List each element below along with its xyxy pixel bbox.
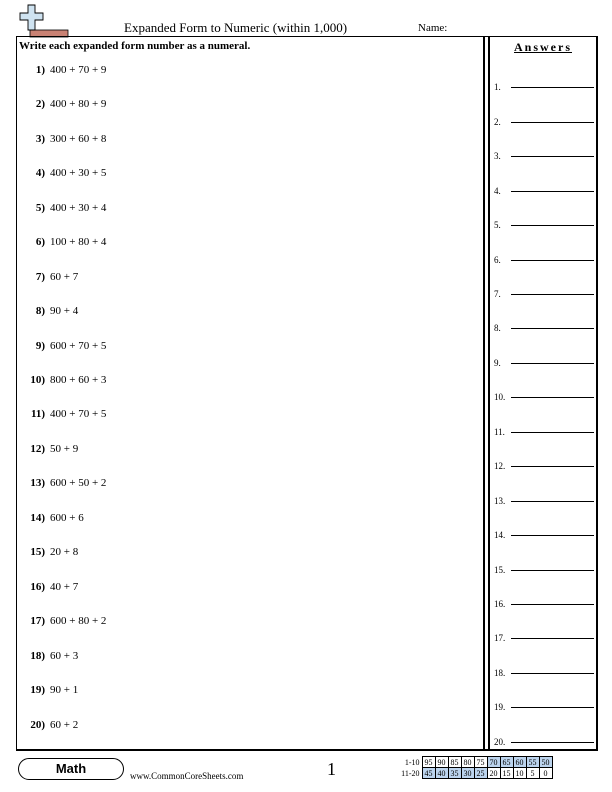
answer-blank[interactable] [511, 156, 594, 157]
answer-blank[interactable] [511, 328, 594, 329]
problem-item [20, 581, 78, 597]
score-cell: 85 [448, 757, 461, 768]
answer-label: 1. [494, 82, 501, 92]
problem-expression: 60 + 3 [50, 650, 79, 662]
answer-row [494, 214, 594, 230]
instructions: Write each expanded form number as a numeral. [19, 40, 251, 52]
bottom-rule [16, 749, 598, 751]
answer-blank[interactable] [511, 397, 594, 398]
answer-blank[interactable] [511, 742, 594, 743]
problem-number: 10) [30, 374, 45, 386]
answer-row [494, 111, 594, 127]
problem-item [20, 408, 106, 424]
problem-number: 11) [30, 408, 45, 420]
problem-number: 2) [35, 98, 45, 110]
problem-item [20, 719, 78, 735]
problem-expression: 100 + 80 + 4 [50, 236, 107, 248]
problem-number: 16) [30, 581, 45, 593]
problem-item [20, 305, 78, 321]
score-cell: 0 [539, 768, 552, 779]
problem-expression: 600 + 6 [50, 512, 84, 524]
score-cell: 35 [448, 768, 461, 779]
score-table [392, 756, 553, 779]
answer-blank[interactable] [511, 87, 594, 88]
problem-number: 13) [30, 477, 45, 489]
answer-label: 3. [494, 151, 501, 161]
answer-label: 9. [494, 358, 501, 368]
problem-expression: 90 + 4 [50, 305, 79, 317]
header-rule [16, 36, 598, 37]
worksheet-title: Expanded Form to Numeric (within 1,000) [124, 20, 348, 35]
problem-expression: 300 + 60 + 8 [50, 133, 107, 145]
plus-sign-logo-icon [18, 4, 70, 38]
answer-row [494, 352, 594, 368]
answer-label: 13. [494, 496, 506, 506]
problem-expression: 400 + 30 + 4 [50, 202, 107, 214]
answer-blank[interactable] [511, 501, 594, 502]
frame-left-border [16, 36, 17, 750]
answer-label: 19. [494, 702, 506, 712]
problem-number: 8) [35, 305, 45, 317]
answer-blank[interactable] [511, 122, 594, 123]
column-divider [483, 36, 485, 750]
answer-row [494, 421, 594, 437]
problem-number: 4) [35, 167, 45, 179]
problem-item [20, 546, 78, 562]
answer-blank[interactable] [511, 570, 594, 571]
answer-blank[interactable] [511, 604, 594, 605]
score-cell: 55 [526, 757, 539, 768]
answers-heading: Answers [514, 40, 572, 54]
score-cell: 40 [435, 768, 448, 779]
problem-expression: 400 + 70 + 5 [50, 408, 107, 420]
answer-label: 7. [494, 289, 501, 299]
problem-expression: 400 + 30 + 5 [50, 167, 107, 179]
problem-number: 9) [35, 340, 45, 352]
answer-label: 12. [494, 461, 506, 471]
answer-row [494, 490, 594, 506]
problem-number: 12) [30, 443, 45, 455]
problem-number: 17) [30, 615, 45, 627]
score-cell: 90 [435, 757, 448, 768]
problem-number: 6) [35, 236, 45, 248]
score-cell: 5 [526, 768, 539, 779]
problem-number: 14) [30, 512, 45, 524]
problem-expression: 20 + 8 [50, 546, 79, 558]
problem-expression: 800 + 60 + 3 [50, 374, 107, 386]
subject-badge: Math [18, 758, 124, 780]
answer-label: 6. [494, 255, 501, 265]
problem-item [20, 650, 78, 666]
problem-number: 20) [30, 719, 45, 731]
score-cell: 45 [422, 768, 435, 779]
answer-label: 18. [494, 668, 506, 678]
answer-blank[interactable] [511, 191, 594, 192]
answer-row [494, 76, 594, 92]
problem-expression: 90 + 1 [50, 684, 79, 696]
problem-number: 18) [30, 650, 45, 662]
answer-label: 2. [494, 117, 501, 127]
answer-label: 17. [494, 633, 506, 643]
problem-item [20, 133, 106, 149]
answer-row [494, 283, 594, 299]
score-cell: 80 [461, 757, 474, 768]
problem-number: 19) [30, 684, 45, 696]
answer-label: 14. [494, 530, 506, 540]
answer-label: 5. [494, 220, 501, 230]
problem-item [20, 167, 106, 183]
problem-expression: 50 + 9 [50, 443, 79, 455]
score-cell: 20 [487, 768, 500, 779]
problem-item [20, 64, 106, 80]
problem-item [20, 271, 78, 287]
answer-label: 20. [494, 737, 506, 747]
problem-expression: 600 + 50 + 2 [50, 477, 107, 489]
score-cell: 95 [422, 757, 435, 768]
answer-blank[interactable] [511, 363, 594, 364]
answer-row [494, 249, 594, 265]
answer-label: 16. [494, 599, 506, 609]
score-cell: 75 [474, 757, 487, 768]
problem-expression: 40 + 7 [50, 581, 79, 593]
answer-blank[interactable] [511, 638, 594, 639]
score-cell: 60 [513, 757, 526, 768]
answer-row [494, 559, 594, 575]
answer-row [494, 593, 594, 609]
problem-item [20, 340, 106, 356]
answer-row [494, 731, 594, 747]
answer-blank[interactable] [511, 466, 594, 467]
score-cell: 25 [474, 768, 487, 779]
answer-blank[interactable] [511, 432, 594, 433]
answer-row [494, 455, 594, 471]
site-url: www.CommonCoreSheets.com [130, 771, 244, 781]
score-cell: 65 [500, 757, 513, 768]
answer-row [494, 627, 594, 643]
score-row-label: 11-20 [401, 768, 420, 778]
score-row [392, 768, 552, 779]
answer-blank[interactable] [511, 294, 594, 295]
problem-expression: 60 + 7 [50, 271, 79, 283]
score-cell: 50 [539, 757, 552, 768]
answer-label: 10. [494, 392, 506, 402]
answer-label: 8. [494, 323, 501, 333]
name-label: Name: [418, 22, 448, 34]
answer-blank[interactable] [511, 707, 594, 708]
answer-row [494, 145, 594, 161]
problem-number: 1) [35, 64, 45, 76]
problem-expression: 600 + 80 + 2 [50, 615, 107, 627]
problem-item [20, 443, 78, 459]
answer-blank[interactable] [511, 673, 594, 674]
answer-blank[interactable] [511, 260, 594, 261]
answer-row [494, 524, 594, 540]
problem-number: 15) [30, 546, 45, 558]
score-row-label: 1-10 [404, 757, 420, 767]
problem-expression: 400 + 70 + 9 [50, 64, 107, 76]
answer-row [494, 180, 594, 196]
answer-label: 15. [494, 565, 506, 575]
answer-row [494, 662, 594, 678]
problem-number: 5) [35, 202, 45, 214]
score-cell: 30 [461, 768, 474, 779]
answer-row [494, 317, 594, 333]
problem-number: 3) [35, 133, 45, 145]
problem-item [20, 684, 78, 700]
problem-expression: 60 + 2 [50, 719, 79, 731]
answer-row [494, 386, 594, 402]
score-row [392, 757, 552, 768]
answer-label: 11. [494, 427, 505, 437]
problem-item [20, 477, 106, 493]
problem-item [20, 98, 106, 114]
column-divider-inner [488, 36, 490, 750]
problem-expression: 600 + 70 + 5 [50, 340, 107, 352]
problem-item [20, 615, 106, 631]
problem-item [20, 236, 106, 252]
problem-item [20, 374, 106, 390]
frame-right-border [596, 36, 598, 750]
problem-item [20, 202, 106, 218]
problem-expression: 400 + 80 + 9 [50, 98, 107, 110]
answer-blank[interactable] [511, 535, 594, 536]
answer-label: 4. [494, 186, 501, 196]
problem-item [20, 512, 84, 528]
answer-blank[interactable] [511, 225, 594, 226]
score-cell: 70 [487, 757, 500, 768]
score-cell: 10 [513, 768, 526, 779]
page-number: 1 [327, 759, 336, 779]
problem-number: 7) [35, 271, 45, 283]
score-cell: 15 [500, 768, 513, 779]
answer-row [494, 696, 594, 712]
